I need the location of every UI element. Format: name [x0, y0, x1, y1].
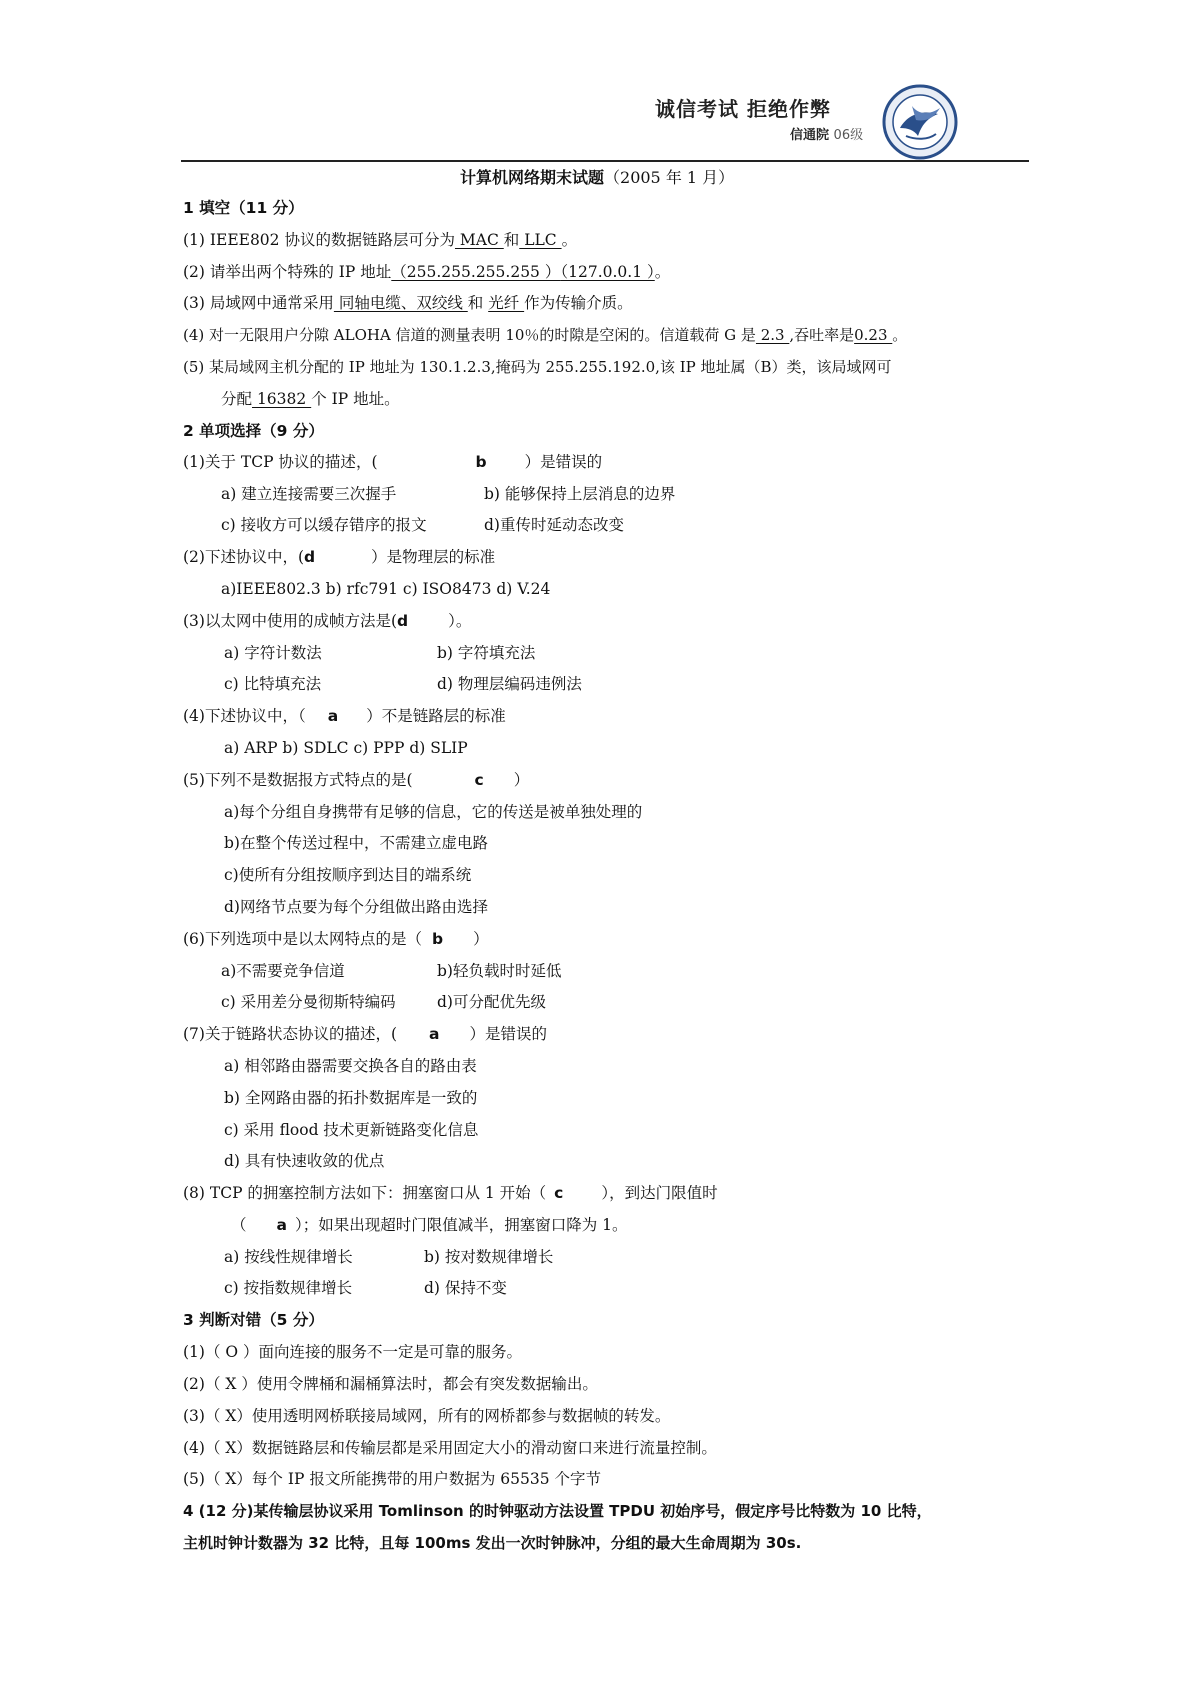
s3-item-2: (2)（ X ）使用令牌桶和漏桶算法时，都会有突发数据输出。 [183, 1375, 598, 1393]
s2-q7-opt-b: b) 全网路由器的拓扑数据库是一致的 [224, 1089, 478, 1107]
s2-q7 [183, 1024, 547, 1044]
answer-letter: a [327, 707, 339, 725]
answer-blank: MAC [454, 231, 504, 249]
answer-letter: b [431, 930, 444, 948]
q-text: ）是错误的 [524, 453, 603, 471]
s1-q3 [183, 293, 633, 313]
answer-letter: a [429, 1025, 440, 1043]
s2-q7-opt-d: d) 具有快速收敛的优点 [224, 1152, 385, 1170]
s2-q7-opt-c: c) 采用 flood 技术更新链路变化信息 [224, 1121, 479, 1139]
s2-q8-line2 [231, 1215, 628, 1235]
department-label [790, 124, 863, 143]
s2-q4-options: a) ARP b) SDLC c) PPP d) SLIP [224, 739, 468, 757]
school-seal-icon [882, 84, 958, 160]
s2-q3-opt-c: c) 比特填充法 [224, 675, 322, 693]
q-text: （ [231, 1216, 247, 1234]
department-name: 信通院 [790, 128, 830, 143]
q-text: ），到达门限值时 [601, 1184, 718, 1202]
q-text: (3)以太网中使用的成帧方法是( [183, 612, 398, 630]
q-text: ） [513, 771, 530, 789]
q-text: (1)关于 TCP 协议的描述，( [183, 453, 378, 471]
q-text: (5)下列不是数据报方式特点的是( [183, 771, 413, 789]
s2-q1-opt-b: b) 能够保持上层消息的边界 [484, 485, 676, 503]
s2-q1-opt-c: c) 接收方可以缓存错序的报文 [221, 516, 427, 534]
answer-blank: 16382 [252, 390, 312, 408]
s2-q8-line1 [183, 1183, 718, 1203]
header-divider [181, 160, 1029, 162]
q-text: ）是错误的 [469, 1025, 547, 1043]
q-text: 和 [503, 231, 520, 249]
q-text: ） [473, 930, 489, 948]
s2-q8-opt-a: a) 按线性规律增长 [224, 1248, 353, 1266]
section2-heading: 2 单项选择（9 分） [183, 422, 324, 440]
q-text: 。 [654, 263, 671, 281]
s2-q5-opt-b: b)在整个传送过程中，不需建立虚电路 [224, 834, 488, 852]
s2-q2 [183, 547, 495, 567]
s3-item-1: (1)（ O ）面向连接的服务不一定是可靠的服务。 [183, 1343, 523, 1361]
q-text: (3) 局域网中通常采用 [183, 294, 334, 312]
answer-letter: b [475, 453, 487, 471]
q-text: (7)关于链路状态协议的描述，( [183, 1025, 398, 1043]
answer-blank: 2.3 [755, 326, 790, 344]
s4-question-line2: 主机时钟计数器为 32 比特，且每 100ms 发出一次时钟脉冲，分组的最大生命周期为 30s. [183, 1534, 802, 1552]
s2-q1-opt-d: d)重传时延动态改变 [484, 516, 624, 534]
q-text: (4) 对一无限用户分隙 ALOHA 信道的测量表明 10％的时隙是空闲的。信道载荷 G 是 [183, 326, 756, 344]
s3-item-3: (3)（ X）使用透明网桥联接局域网，所有的网桥都参与数据帧的转发。 [183, 1407, 671, 1425]
s2-q8-opt-d: d) 保持不变 [424, 1279, 507, 1297]
q-text: 个 IP 地址。 [311, 390, 400, 408]
s2-q1 [183, 452, 602, 472]
q-text: (1) IEEE802 协议的数据链路层可分为 [183, 231, 455, 249]
q-text: ,吞吐率是 [789, 326, 855, 344]
s2-q8-opt-b: b) 按对数规律增长 [424, 1248, 554, 1266]
q-text: ）不是链路层的标准 [366, 707, 506, 725]
title-date: （2005 年 1 月） [604, 168, 735, 187]
s1-q5-line2 [221, 389, 400, 409]
s2-q1-opt-a: a) 建立连接需要三次握手 [221, 485, 397, 503]
answer-letter: a [276, 1216, 287, 1234]
q-text: (4)下述协议中，（ [183, 707, 306, 725]
q-text: 。 [892, 326, 908, 344]
s2-q3-opt-a: a) 字符计数法 [224, 644, 322, 662]
s1-q1 [183, 230, 577, 250]
q-text: ）。 [448, 612, 472, 630]
q-text: (8) TCP 的拥塞控制方法如下：拥塞窗口从 1 开始（ [183, 1184, 547, 1202]
s2-q5 [183, 770, 529, 790]
answer-blank: 0.23 [854, 326, 893, 344]
s2-q5-opt-d: d)网络节点要为每个分组做出路由选择 [224, 898, 488, 916]
s2-q7-opt-a: a) 相邻路由器需要交换各自的路由表 [224, 1057, 477, 1075]
q-text: 作为传输介质。 [524, 294, 633, 312]
answer-letter: c [474, 771, 484, 789]
s2-q6-opt-c: c) 采用差分曼彻斯特编码 [221, 993, 396, 1011]
q-text: 分配 [221, 390, 253, 408]
s2-q8-opt-c: c) 按指数规律增长 [224, 1279, 353, 1297]
answer-blank: LLC [519, 231, 562, 249]
answer-letter: c [554, 1184, 564, 1202]
s1-q4 [183, 325, 907, 345]
answer-blank: （127.0.0.1 ） [560, 263, 655, 281]
s3-item-4: (4)（ X）数据链路层和传输层都是采用固定大小的滑动窗口来进行流量控制。 [183, 1439, 717, 1457]
answer-blank: （255.255.255.255 ） [391, 263, 561, 281]
q-text: 。 [561, 231, 578, 249]
q-text: (2)下述协议中，( [183, 548, 305, 566]
s2-q5-opt-c: c)使所有分组按顺序到达目的端系统 [224, 866, 472, 884]
q-text: (6)下列选项中是以太网特点的是（ [183, 930, 422, 948]
s2-q3 [183, 611, 471, 631]
s2-q3-opt-d: d) 物理层编码违例法 [437, 675, 582, 693]
s2-q4 [183, 706, 506, 726]
q-text: (2) 请举出两个特殊的 IP 地址 [183, 263, 392, 281]
q-text: 和 [467, 294, 489, 312]
answer-letter: d [304, 548, 316, 566]
page-title [460, 165, 734, 188]
q-text: ）；如果出现超时门限值减半，拥塞窗口降为 1。 [294, 1216, 628, 1234]
s1-q2 [183, 262, 670, 282]
s4-question-line1: 4 (12 分)某传输层协议采用 Tomlinson 的时钟驱动方法设置 TPDU 初始序号，假定序号比特数为 10 比特， [183, 1502, 932, 1520]
s3-item-5: (5)（ X）每个 IP 报文所能携带的用户数据为 65535 个字节 [183, 1470, 601, 1488]
section3-heading: 3 判断对错（5 分） [183, 1311, 324, 1329]
title-text: 计算机网络期末试题 [460, 168, 605, 187]
q-text: ）是物理层的标准 [371, 548, 496, 566]
answer-blank: 光纤 [488, 294, 525, 312]
answer-letter: d [397, 612, 409, 630]
s2-q6-opt-a: a)不需要竞争信道 [221, 962, 345, 980]
answer-blank: 同轴电缆、双绞线 [333, 294, 468, 312]
s2-q3-opt-b: b) 字符填充法 [437, 644, 536, 662]
grade-label: 06级 [833, 128, 864, 143]
section1-heading: 1 填空（11 分） [183, 199, 304, 217]
s2-q5-opt-a: a)每个分组自身携带有足够的信息，它的传送是被单独处理的 [224, 803, 643, 821]
exam-slogan: 诚信考试 拒绝作弊 [655, 97, 831, 121]
s2-q6-opt-d: d)可分配优先级 [437, 993, 546, 1011]
s2-q6 [183, 929, 489, 949]
s2-q2-options: a)IEEE802.3 b) rfc791 c) ISO8473 d) V.24 [221, 580, 551, 598]
s2-q6-opt-b: b)轻负载时时延低 [437, 962, 562, 980]
s1-q5-line1: (5) 某局域网主机分配的 IP 地址为 130.1.2.3,掩码为 255.255.192.0,该 IP 地址属（B）类，该局域网可 [183, 358, 892, 376]
